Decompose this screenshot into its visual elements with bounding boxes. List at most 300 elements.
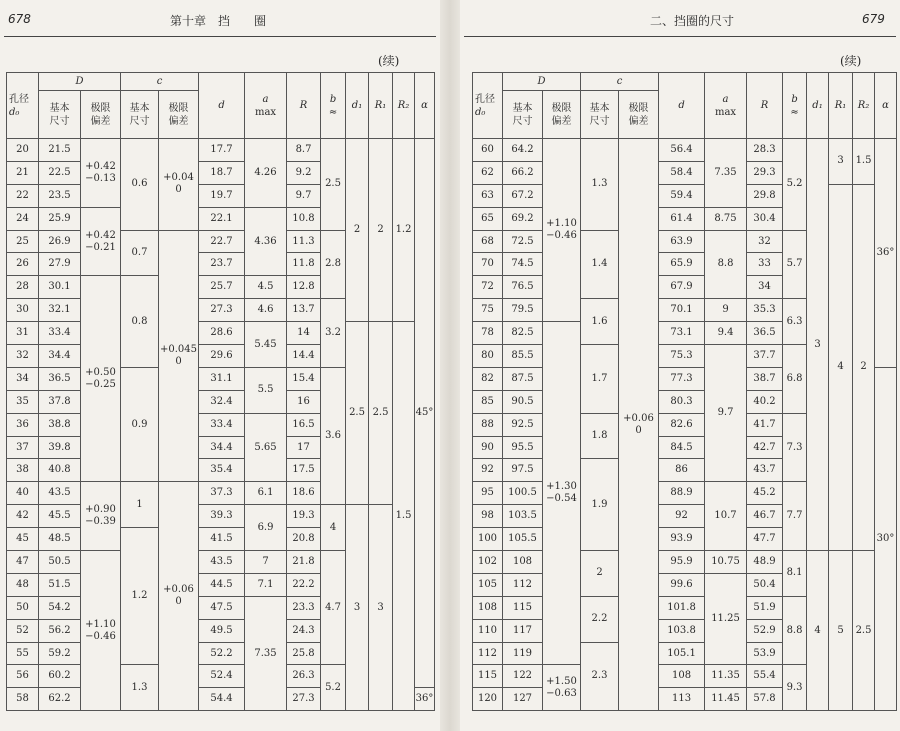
d-cell: 33.4 — [199, 413, 245, 436]
R1-cell: 3 — [829, 139, 853, 185]
R1-header: R₁ — [369, 73, 393, 139]
a-cell: 11.35 — [705, 665, 747, 688]
D-basic-cell: 36.5 — [39, 367, 81, 390]
table-row — [473, 184, 897, 207]
d-cell: 95.9 — [659, 551, 705, 574]
bore-cell: 45 — [7, 528, 39, 551]
R-cell: 11.8 — [287, 253, 321, 276]
b-cell: 6.3 — [783, 299, 807, 345]
c-cell: 0.7 — [121, 230, 159, 276]
c-cell: 2.3 — [581, 642, 619, 711]
size-label: 尺寸 — [512, 115, 533, 127]
c-cell: 2 — [581, 551, 619, 597]
a-cell: 6.9 — [245, 505, 287, 551]
bore-cell: 60 — [473, 139, 503, 162]
D-basic-cell: 37.8 — [39, 390, 81, 413]
d-cell: 103.8 — [659, 619, 705, 642]
d-header: d — [659, 73, 705, 139]
bore-cell: 28 — [7, 276, 39, 299]
d-cell: 77.3 — [659, 367, 705, 390]
b-cell: 8.8 — [783, 596, 807, 665]
a-cell: 10.75 — [705, 551, 747, 574]
bore-cell: 108 — [473, 596, 503, 619]
alpha-cell: 36° — [875, 139, 897, 368]
a-cell: 4.5 — [245, 276, 287, 299]
d-cell: 61.4 — [659, 207, 705, 230]
D-basic-cell: 40.8 — [39, 459, 81, 482]
c-cell: 1.3 — [581, 139, 619, 231]
D-basic-cell: 100.5 — [503, 482, 543, 505]
book-gutter — [440, 0, 460, 731]
size-label: 尺寸 — [589, 115, 610, 127]
b-approx: ≈ — [328, 106, 338, 118]
bore-cell: 55 — [7, 642, 39, 665]
bore-header: 孔径 — [9, 93, 29, 105]
right-table-header — [473, 73, 897, 139]
R-cell: 28.3 — [747, 139, 783, 162]
basic-label: 基本 — [129, 102, 150, 114]
D-basic-cell: 27.9 — [39, 253, 81, 276]
basic-label: 基本 — [512, 102, 533, 114]
a-cell: 4.6 — [245, 299, 287, 322]
D-basic-cell: 115 — [503, 596, 543, 619]
c-cell: 1.2 — [121, 528, 159, 665]
d-cell: 52.4 — [199, 665, 245, 688]
bore-cell: 62 — [473, 161, 503, 184]
a-cell: 9.4 — [705, 322, 747, 345]
b-cell: 2.8 — [321, 230, 346, 299]
bore-cell: 120 — [473, 688, 503, 711]
a-cell: 5.5 — [245, 367, 287, 413]
R-cell: 32 — [747, 230, 783, 253]
bore-cell: 115 — [473, 665, 503, 688]
D-basic-cell: 90.5 — [503, 390, 543, 413]
d-cell: 32.4 — [199, 390, 245, 413]
R2-header: R₂ — [393, 73, 415, 139]
bore-cell: 47 — [7, 551, 39, 574]
bore-cell: 36 — [7, 413, 39, 436]
D-basic-cell: 33.4 — [39, 322, 81, 345]
right-page — [460, 0, 900, 731]
d-cell: 34.4 — [199, 436, 245, 459]
D-dev-cell: +0.50 −0.25 — [81, 276, 121, 482]
D-basic-cell: 72.5 — [503, 230, 543, 253]
d-cell: 52.2 — [199, 642, 245, 665]
c-cell: 0.6 — [121, 139, 159, 231]
b-cell: 7.7 — [783, 482, 807, 551]
d-cell: 54.4 — [199, 688, 245, 711]
R2-header: R₂ — [853, 73, 875, 139]
bore-cell: 30 — [7, 299, 39, 322]
D-basic-cell: 97.5 — [503, 459, 543, 482]
d-cell: 75.3 — [659, 345, 705, 368]
dev-label: 偏差 — [90, 115, 111, 127]
R-cell: 42.7 — [747, 436, 783, 459]
d-cell: 84.5 — [659, 436, 705, 459]
D-basic-cell: 87.5 — [503, 367, 543, 390]
D-basic-cell: 117 — [503, 619, 543, 642]
D-basic-cell: 127 — [503, 688, 543, 711]
b-cell: 8.1 — [783, 551, 807, 597]
d-cell: 17.7 — [199, 139, 245, 162]
R-cell: 45.2 — [747, 482, 783, 505]
R-cell: 35.3 — [747, 299, 783, 322]
R-cell: 48.9 — [747, 551, 783, 574]
bore-cell: 98 — [473, 505, 503, 528]
R-cell: 38.7 — [747, 367, 783, 390]
d-cell: 49.5 — [199, 619, 245, 642]
D-basic-cell: 25.9 — [39, 207, 81, 230]
d-cell: 101.8 — [659, 596, 705, 619]
d-cell: 99.6 — [659, 573, 705, 596]
d-cell: 56.4 — [659, 139, 705, 162]
a-cell: 9.7 — [705, 345, 747, 482]
R-cell: 16.5 — [287, 413, 321, 436]
R-cell: 10.8 — [287, 207, 321, 230]
c-dev-cell: +0.06 0 — [619, 139, 659, 711]
R-cell: 36.5 — [747, 322, 783, 345]
bore-cell: 112 — [473, 642, 503, 665]
bore-cell: 52 — [7, 619, 39, 642]
bore-cell: 70 — [473, 253, 503, 276]
left-table-header — [7, 73, 435, 139]
d-cell: 25.7 — [199, 276, 245, 299]
b-cell: 6.8 — [783, 345, 807, 414]
D-basic-cell: 51.5 — [39, 573, 81, 596]
d1-header: d₁ — [807, 73, 829, 139]
c-cell: 1.4 — [581, 230, 619, 299]
R-cell: 25.8 — [287, 642, 321, 665]
R-cell: 43.7 — [747, 459, 783, 482]
d-cell: 19.7 — [199, 184, 245, 207]
d-cell: 108 — [659, 665, 705, 688]
D-basic-cell: 112 — [503, 573, 543, 596]
bore-cell: 92 — [473, 459, 503, 482]
d-cell: 27.3 — [199, 299, 245, 322]
limit-label: 极限 — [90, 102, 111, 114]
bore-cell: 25 — [7, 230, 39, 253]
D-basic-cell: 62.2 — [39, 688, 81, 711]
R-cell: 27.3 — [287, 688, 321, 711]
R-header: R — [747, 73, 783, 139]
R-cell: 18.6 — [287, 482, 321, 505]
b-approx: ≈ — [790, 106, 799, 118]
bore-cell: 37 — [7, 436, 39, 459]
c-cell: 1.6 — [581, 299, 619, 345]
R-cell: 34 — [747, 276, 783, 299]
c-cell: 0.9 — [121, 367, 159, 481]
R-cell: 37.7 — [747, 345, 783, 368]
D-basic-cell: 23.5 — [39, 184, 81, 207]
R-cell: 50.4 — [747, 573, 783, 596]
R2-cell: 1.5 — [853, 139, 875, 185]
d-cell: 80.3 — [659, 390, 705, 413]
b-header: b — [791, 93, 798, 105]
D-basic-cell: 76.5 — [503, 276, 543, 299]
dev-label: 偏差 — [628, 115, 649, 127]
D-basic-cell: 79.5 — [503, 299, 543, 322]
a-header: a — [722, 93, 729, 105]
D-basic-cell: 59.2 — [39, 642, 81, 665]
b-cell: 4 — [321, 505, 346, 551]
left-dimension-table — [6, 72, 435, 711]
R-cell: 57.8 — [747, 688, 783, 711]
D-header: D — [39, 73, 121, 91]
bore-cell: 105 — [473, 573, 503, 596]
d-cell: 93.9 — [659, 528, 705, 551]
right-page-number: 679 — [862, 12, 885, 26]
bore-cell: 34 — [7, 367, 39, 390]
D-basic-cell: 64.2 — [503, 139, 543, 162]
d-cell: 44.5 — [199, 573, 245, 596]
bore-cell: 22 — [7, 184, 39, 207]
R2-cell: 2 — [853, 184, 875, 550]
D-basic-cell: 82.5 — [503, 322, 543, 345]
D-basic-cell: 66.2 — [503, 161, 543, 184]
D-basic-cell: 56.2 — [39, 619, 81, 642]
a-cell: 9 — [705, 299, 747, 322]
bore-cell: 63 — [473, 184, 503, 207]
R-cell: 16 — [287, 390, 321, 413]
bore-cell: 21 — [7, 161, 39, 184]
d-cell: 29.6 — [199, 345, 245, 368]
R-cell: 53.9 — [747, 642, 783, 665]
d-cell: 23.7 — [199, 253, 245, 276]
c-cell: 1 — [121, 482, 159, 528]
d-cell: 28.6 — [199, 322, 245, 345]
D-basic-cell: 22.5 — [39, 161, 81, 184]
limit-label: 极限 — [628, 102, 649, 114]
bore-cell: 50 — [7, 596, 39, 619]
d-cell: 47.5 — [199, 596, 245, 619]
D-dev-cell: +0.42 −0.13 — [81, 139, 121, 208]
size-label: 尺寸 — [129, 115, 150, 127]
R-cell: 55.4 — [747, 665, 783, 688]
a-cell: 11.25 — [705, 573, 747, 665]
D-header: D — [503, 73, 581, 91]
limit-label: 极限 — [168, 102, 189, 114]
d-cell: 73.1 — [659, 322, 705, 345]
d-cell: 70.1 — [659, 299, 705, 322]
bore-cell: 95 — [473, 482, 503, 505]
D-basic-cell: 105.5 — [503, 528, 543, 551]
d1-cell: 4 — [807, 551, 829, 711]
D-basic-cell: 85.5 — [503, 345, 543, 368]
b-cell: 5.2 — [783, 139, 807, 231]
a-cell: 8.8 — [705, 230, 747, 299]
R-cell: 46.7 — [747, 505, 783, 528]
R-cell: 40.2 — [747, 390, 783, 413]
d-cell: 35.4 — [199, 459, 245, 482]
R-cell: 29.8 — [747, 184, 783, 207]
D-basic-cell: 122 — [503, 665, 543, 688]
R-cell: 14.4 — [287, 345, 321, 368]
a-cell: 7 — [245, 551, 287, 574]
dev-label: 偏差 — [551, 115, 572, 127]
size-label: 尺寸 — [49, 115, 70, 127]
R-cell: 9.7 — [287, 184, 321, 207]
a-cell: 8.75 — [705, 207, 747, 230]
alpha-cell: 36° — [415, 688, 435, 711]
a-cell: 5.65 — [245, 413, 287, 482]
R-header: R — [287, 73, 321, 139]
c-cell: 2.2 — [581, 596, 619, 642]
c-dev-cell: +0.04 0 — [159, 139, 199, 231]
a-cell: 7.1 — [245, 573, 287, 596]
b-cell: 5.2 — [321, 665, 346, 711]
a-cell: 11.45 — [705, 688, 747, 711]
bore-cell: 48 — [7, 573, 39, 596]
basic-label: 基本 — [589, 102, 610, 114]
b-cell: 2.5 — [321, 139, 346, 231]
bore-cell: 90 — [473, 436, 503, 459]
bore-cell: 88 — [473, 413, 503, 436]
d-cell: 63.9 — [659, 230, 705, 253]
d-cell: 59.4 — [659, 184, 705, 207]
R-cell: 47.7 — [747, 528, 783, 551]
D-basic-cell: 38.8 — [39, 413, 81, 436]
R-cell: 51.9 — [747, 596, 783, 619]
c-cell: 0.8 — [121, 276, 159, 368]
R-cell: 14 — [287, 322, 321, 345]
left-running-header: 第十章 挡 圈 — [170, 14, 267, 28]
c-cell: 1.9 — [581, 459, 619, 551]
a-cell: 5.45 — [245, 322, 287, 368]
bore-cell: 65 — [473, 207, 503, 230]
R-cell: 8.7 — [287, 139, 321, 162]
d-cell: 88.9 — [659, 482, 705, 505]
bore-cell: 102 — [473, 551, 503, 574]
c-dev-cell: +0.06 0 — [159, 482, 199, 711]
D-basic-cell: 54.2 — [39, 596, 81, 619]
alpha-cell: 30° — [875, 367, 897, 710]
bore-cell: 110 — [473, 619, 503, 642]
a-cell: 10.7 — [705, 482, 747, 551]
c-header: c — [121, 73, 199, 91]
R-cell: 33 — [747, 253, 783, 276]
b-cell: 5.7 — [783, 230, 807, 299]
R1-cell: 2 — [369, 139, 393, 322]
table-row — [473, 139, 897, 162]
bore-cell: 72 — [473, 276, 503, 299]
bore-cell: 38 — [7, 459, 39, 482]
d1-cell: 3 — [346, 505, 369, 711]
D-basic-cell: 43.5 — [39, 482, 81, 505]
d-cell: 58.4 — [659, 161, 705, 184]
R1-header: R₁ — [829, 73, 853, 139]
R-cell: 11.3 — [287, 230, 321, 253]
right-continued-label: (续) — [840, 54, 862, 68]
R-cell: 9.2 — [287, 161, 321, 184]
d-header: d — [199, 73, 245, 139]
left-table-body — [7, 139, 435, 711]
D-dev-cell: +1.30 −0.54 — [543, 322, 581, 665]
d1-cell: 3 — [807, 139, 829, 551]
R-cell: 26.3 — [287, 665, 321, 688]
right-header-rule — [464, 36, 896, 37]
d1-header: d₁ — [346, 73, 369, 139]
a-cell: 4.36 — [245, 207, 287, 276]
bore-cell: 82 — [473, 367, 503, 390]
D-basic-cell: 39.8 — [39, 436, 81, 459]
b-cell: 9.3 — [783, 665, 807, 711]
bore-cell: 56 — [7, 665, 39, 688]
alpha-header: α — [875, 73, 897, 139]
R-cell: 20.8 — [287, 528, 321, 551]
D-dev-cell: +1.10 −0.46 — [81, 551, 121, 711]
D-basic-cell: 67.2 — [503, 184, 543, 207]
left-page-number: 678 — [8, 12, 31, 26]
d-cell: 86 — [659, 459, 705, 482]
d-cell: 105.1 — [659, 642, 705, 665]
d-cell: 41.5 — [199, 528, 245, 551]
d1-cell: 2.5 — [346, 322, 369, 505]
D-basic-cell: 26.9 — [39, 230, 81, 253]
D-basic-cell: 32.1 — [39, 299, 81, 322]
D-basic-cell: 30.1 — [39, 276, 81, 299]
c-header: c — [581, 73, 659, 91]
d-cell: 92 — [659, 505, 705, 528]
R-cell: 24.3 — [287, 619, 321, 642]
D-basic-cell: 119 — [503, 642, 543, 665]
d-cell: 43.5 — [199, 551, 245, 574]
R1-cell: 3 — [369, 505, 393, 711]
left-continued-label: (续) — [378, 54, 400, 68]
bore-cell: 85 — [473, 390, 503, 413]
bore-cell: 75 — [473, 299, 503, 322]
bore-cell: 68 — [473, 230, 503, 253]
bore-cell: 24 — [7, 207, 39, 230]
R-cell: 30.4 — [747, 207, 783, 230]
R-cell: 13.7 — [287, 299, 321, 322]
D-basic-cell: 95.5 — [503, 436, 543, 459]
D-dev-cell: +0.42 −0.21 — [81, 207, 121, 276]
d1-cell: 2 — [346, 139, 369, 322]
R2-cell: 2.5 — [853, 551, 875, 711]
R-cell: 12.8 — [287, 276, 321, 299]
bore-cell: 100 — [473, 528, 503, 551]
bore-cell: 32 — [7, 345, 39, 368]
a-cell: 7.35 — [705, 139, 747, 208]
table-row — [473, 551, 897, 574]
bore-symbol: d₀ — [475, 106, 486, 118]
table-row — [7, 139, 435, 162]
d-cell: 67.9 — [659, 276, 705, 299]
c-cell: 1.7 — [581, 345, 619, 414]
a-cell: 6.1 — [245, 482, 287, 505]
a-header: a — [262, 93, 269, 105]
R-cell: 29.3 — [747, 161, 783, 184]
bore-cell: 20 — [7, 139, 39, 162]
R1-cell: 4 — [829, 184, 853, 550]
R2-cell: 1.5 — [393, 322, 415, 711]
R-cell: 52.9 — [747, 619, 783, 642]
alpha-cell: 45° — [415, 139, 435, 688]
dev-label: 偏差 — [168, 115, 189, 127]
bore-cell: 35 — [7, 390, 39, 413]
d-cell: 22.7 — [199, 230, 245, 253]
D-basic-cell: 108 — [503, 551, 543, 574]
d-cell: 22.1 — [199, 207, 245, 230]
right-table-body — [473, 139, 897, 711]
R-cell: 41.7 — [747, 413, 783, 436]
D-basic-cell: 34.4 — [39, 345, 81, 368]
left-page — [0, 0, 440, 731]
b-header: b — [329, 93, 337, 105]
bore-cell: 58 — [7, 688, 39, 711]
R-cell: 17.5 — [287, 459, 321, 482]
b-cell: 4.7 — [321, 551, 346, 665]
